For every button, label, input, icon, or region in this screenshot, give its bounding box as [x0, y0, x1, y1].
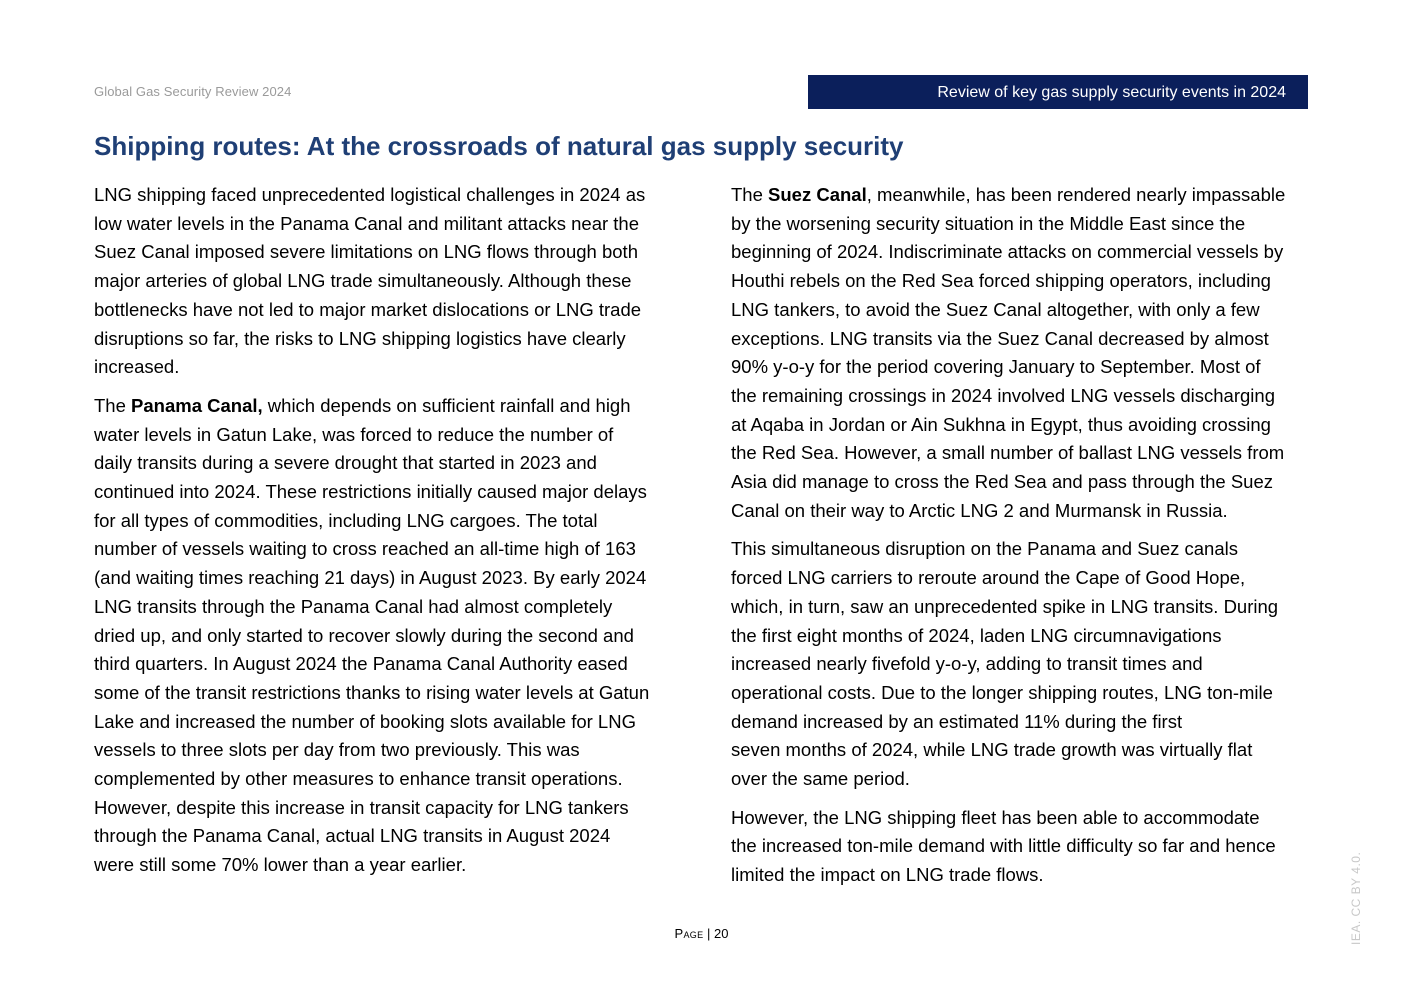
text-line: limited the impact on LNG trade flows. — [731, 864, 1044, 886]
report-title: Global Gas Security Review 2024 — [94, 84, 292, 99]
left-column — [94, 181, 674, 890]
text-line: low water levels in the Panama Canal and militant attacks near the — [94, 212, 640, 234]
text-line: increased. — [94, 356, 180, 378]
license-notice: IEA. CC BY 4.0. — [1349, 851, 1363, 945]
text-line: the first eight months of 2024, laden LNG circumnavigations — [731, 624, 1222, 646]
text-line: at Aqaba in Jordan or Ain Sukhna in Egypt, thus avoiding crossing — [731, 413, 1271, 435]
text-line: third quarters. In August 2024 the Panama Canal Authority eased — [94, 653, 628, 675]
text-line: LNG tankers, to avoid the Suez Canal altogether, with only a few — [731, 298, 1260, 320]
text-line: Lake and increased the number of booking slots available for LNG — [94, 710, 636, 732]
text-line: continued into 2024. These restrictions initially caused major delays — [94, 481, 647, 503]
text-line — [94, 392, 674, 421]
text-line: number of vessels waiting to cross reached an all-time high of 163 — [94, 538, 636, 560]
bold-term-suez-canal: Suez Canal — [768, 184, 867, 205]
text-line: were still some 70% lower than a year earlier. — [94, 854, 467, 876]
paragraph-cape-rerouting — [731, 535, 1311, 793]
section-banner: Review of key gas supply security events in 2024 — [808, 75, 1308, 109]
text-line: LNG shipping faced unprecedented logistical challenges in 2024 as — [94, 184, 646, 205]
paragraph-fleet-accommodation — [731, 804, 1311, 890]
text-line: seven months of 2024, while LNG trade growth was virtually flat — [731, 739, 1253, 761]
text-line: dried up, and only started to recover slowly during the second and — [94, 624, 634, 646]
text-line: the increased ton-mile demand with little difficulty so far and hence — [731, 835, 1276, 857]
text-line: the remaining crossings in 2024 involved LNG vessels discharging — [731, 384, 1275, 406]
text-line: 90% y-o-y for the period covering January to September. Most of — [731, 356, 1261, 378]
text-line — [731, 181, 1311, 210]
text-line: over the same period. — [731, 768, 910, 790]
text-line: operational costs. Due to the longer shipping routes, LNG ton-mile — [731, 681, 1273, 703]
text-line: complemented by other measures to enhance transit operations. — [94, 768, 623, 790]
text-line: daily transits during a severe drought that started in 2023 and — [94, 452, 597, 474]
text-line: LNG transits through the Panama Canal had almost completely — [94, 595, 613, 617]
text-line: Suez Canal imposed severe limitations on LNG flows through both — [94, 241, 638, 263]
text-line: However, despite this increase in transit capacity for LNG tankers — [94, 796, 629, 818]
paragraph-suez-canal — [731, 181, 1311, 525]
text-line: water levels in Gatun Lake, was forced to reduce the number of — [94, 423, 614, 445]
text-line: major arteries of global LNG trade simultaneously. Although these — [94, 270, 632, 292]
text-line: exceptions. LNG transits via the Suez Canal decreased by almost — [731, 327, 1269, 349]
text-line: increased nearly fivefold y-o-y, adding to transit times and — [731, 653, 1203, 675]
text-line: vessels to three slots per day from two previously. This was — [94, 739, 580, 761]
text-line: which, in turn, saw an unprecedented spike in LNG transits. During — [731, 595, 1279, 617]
text-line: This simultaneous disruption on the Panama and Suez canals — [731, 538, 1238, 560]
text-run: which depends on sufficient rainfall and high — [262, 394, 631, 416]
text-line: by the worsening security situation in the Middle East since the — [731, 212, 1246, 234]
right-column — [731, 181, 1311, 900]
page-footer — [0, 926, 1403, 941]
paragraph-lng-challenges — [94, 181, 674, 382]
text-line: through the Panama Canal, actual LNG transits in August 2024 — [94, 825, 611, 847]
text-run: The — [94, 394, 132, 416]
text-line: (and waiting times reaching 21 days) in August 2023. By early 2024 — [94, 567, 647, 589]
text-run: The — [731, 184, 769, 205]
paragraph-panama-canal — [94, 392, 674, 880]
text-run: , meanwhile, has been rendered nearly impassable — [866, 184, 1286, 205]
text-line: However, the LNG shipping fleet has been able to accommodate — [731, 806, 1260, 828]
text-line: some of the transit restrictions thanks to rising water levels at Gatun — [94, 681, 650, 703]
bold-term-panama-canal: Panama Canal, — [131, 394, 263, 416]
text-line: demand increased by an estimated 11% during the first — [731, 710, 1183, 732]
text-line: disruptions so far, the risks to LNG shipping logistics have clearly — [94, 327, 626, 349]
text-line: Asia did manage to cross the Red Sea and pass through the Suez — [731, 471, 1273, 493]
page-label: Page — [674, 926, 704, 941]
text-line: beginning of 2024. Indiscriminate attacks on commercial vessels by — [731, 241, 1284, 263]
page-title: Shipping routes: At the crossroads of natural gas supply security — [94, 131, 904, 161]
page-number: 20 — [714, 926, 729, 941]
text-line: the Red Sea. However, a small number of ballast LNG vessels from — [731, 442, 1285, 464]
text-line: bottlenecks have not led to major market dislocations or LNG trade — [94, 298, 642, 320]
text-line: for all types of commodities, including LNG cargoes. The total — [94, 509, 598, 531]
text-line: Houthi rebels on the Red Sea forced shipping operators, including — [731, 270, 1271, 292]
text-line: Canal on their way to Arctic LNG 2 and Murmansk in Russia. — [731, 499, 1228, 521]
text-line: forced LNG carriers to reroute around the Cape of Good Hope, — [731, 567, 1246, 589]
page-separator: | — [703, 926, 715, 941]
